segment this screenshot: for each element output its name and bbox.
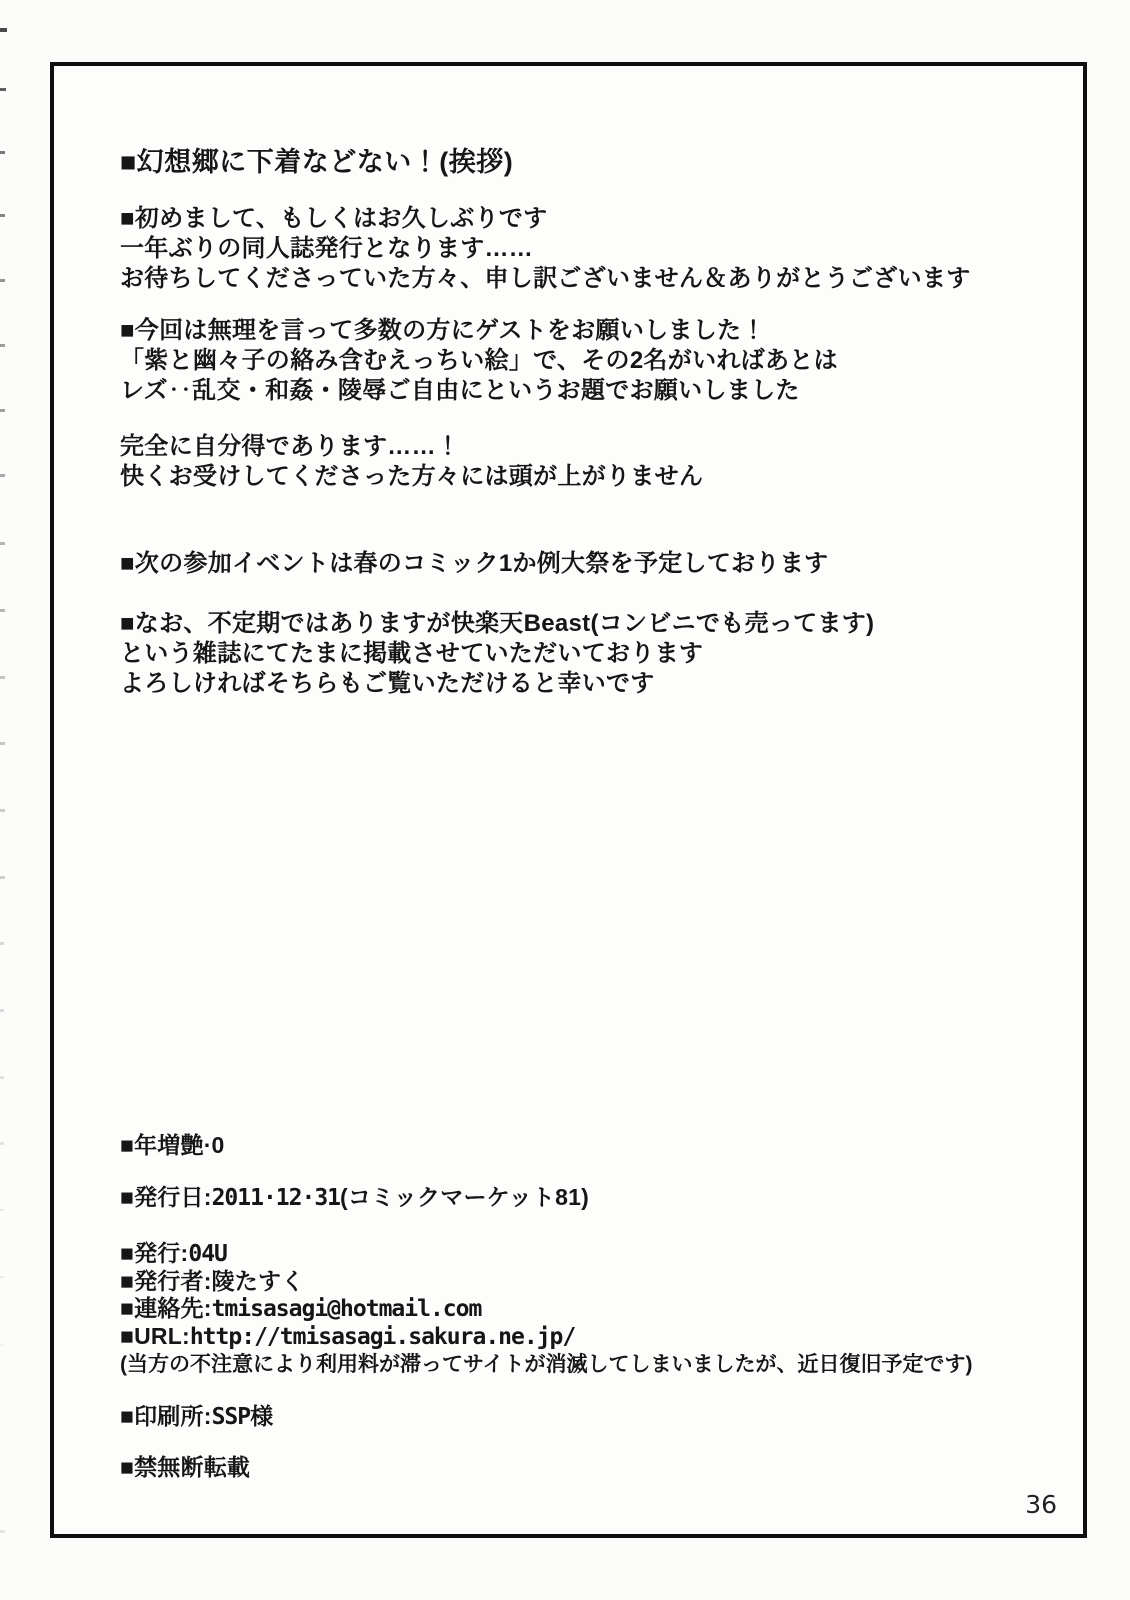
author-value: 陵たすく <box>211 1268 305 1294</box>
text-line: ■今回は無理を言って多数の方にゲストをお願いしました！ <box>120 317 766 344</box>
printer-suffix: 様 <box>250 1403 274 1429</box>
pub-date-value: 2011·12·31 <box>211 1185 341 1211</box>
colophon-book-title <box>120 1132 225 1159</box>
publisher-value: 04U <box>188 1241 227 1267</box>
greeting-paragraph <box>120 204 971 294</box>
colophon-url-note: (当方の不注意により利用料が滞ってサイトが消滅してしまいましたが、近日復旧予定です) <box>120 1353 973 1376</box>
magazine-paragraph <box>120 609 874 699</box>
text-line: 「紫と幽々子の絡み含むえっちい絵」で、その2名がいればあとは <box>120 347 838 374</box>
text-line: レズ‥乱交・和姦・陵辱ご自由にというお題でお願いしました <box>120 377 800 404</box>
text-line: という雑誌にてたまに掲載させていただいております <box>120 640 704 667</box>
colophon-publisher <box>120 1240 973 1268</box>
printer-value: SSP <box>211 1404 251 1430</box>
url-label: ■URL: <box>120 1323 190 1349</box>
no-reprint-notice <box>120 1454 250 1481</box>
afterword-title: ■幻想郷に下着などない！(挨拶) <box>120 147 514 177</box>
next-event-line <box>120 549 828 579</box>
contact-email: tmisasagi@hotmail.com <box>211 1296 482 1322</box>
thanks-paragraph <box>120 432 703 492</box>
scan-noise-marks <box>0 0 14 1600</box>
contact-label: ■連絡先: <box>120 1295 212 1321</box>
colophon-author <box>120 1268 973 1295</box>
printer-label: ■印刷所: <box>120 1403 212 1429</box>
text-line: ■禁無断転載 <box>120 1454 251 1480</box>
publisher-label: ■発行: <box>120 1240 189 1266</box>
text-line: 一年ぶりの同人誌発行となります…… <box>120 235 534 262</box>
author-label: ■発行者: <box>120 1268 212 1294</box>
text-line: ■年増艶·0 <box>120 1132 225 1158</box>
colophon-publisher-block <box>120 1240 973 1378</box>
text-line: 快くお受けしてくださった方々には頭が上がりません <box>120 463 704 490</box>
text-line: ■次の参加イベントは春のコミック1か例大祭を予定しております <box>120 550 829 577</box>
pub-date-label: ■発行日: <box>120 1184 212 1210</box>
colophon-contact <box>120 1295 973 1323</box>
text-line: 完全に自分得であります……！ <box>120 433 461 460</box>
colophon-pub-date <box>120 1184 589 1212</box>
text-line: ■なお、不定期ではありますが快楽天Beast(コンビニでも売ってます) <box>120 610 875 637</box>
text-line: よろしければそちらもご覧いただけると幸いです <box>120 670 655 697</box>
colophon-url <box>120 1323 973 1351</box>
pub-date-suffix: (コミックマーケット81) <box>340 1184 589 1210</box>
text-line: ■初めまして、もしくはお久しぶりです <box>120 205 548 232</box>
colophon-printer <box>120 1403 273 1431</box>
page-number: 36 <box>1025 1490 1057 1519</box>
url-value: http://tmisasagi.sakura.ne.jp/ <box>189 1324 576 1350</box>
text-line: お待ちしてくださっていた方々、申し訳ございません＆ありがとうございます <box>120 265 971 292</box>
page-border-frame <box>50 62 1087 1538</box>
guest-request-paragraph <box>120 316 838 406</box>
